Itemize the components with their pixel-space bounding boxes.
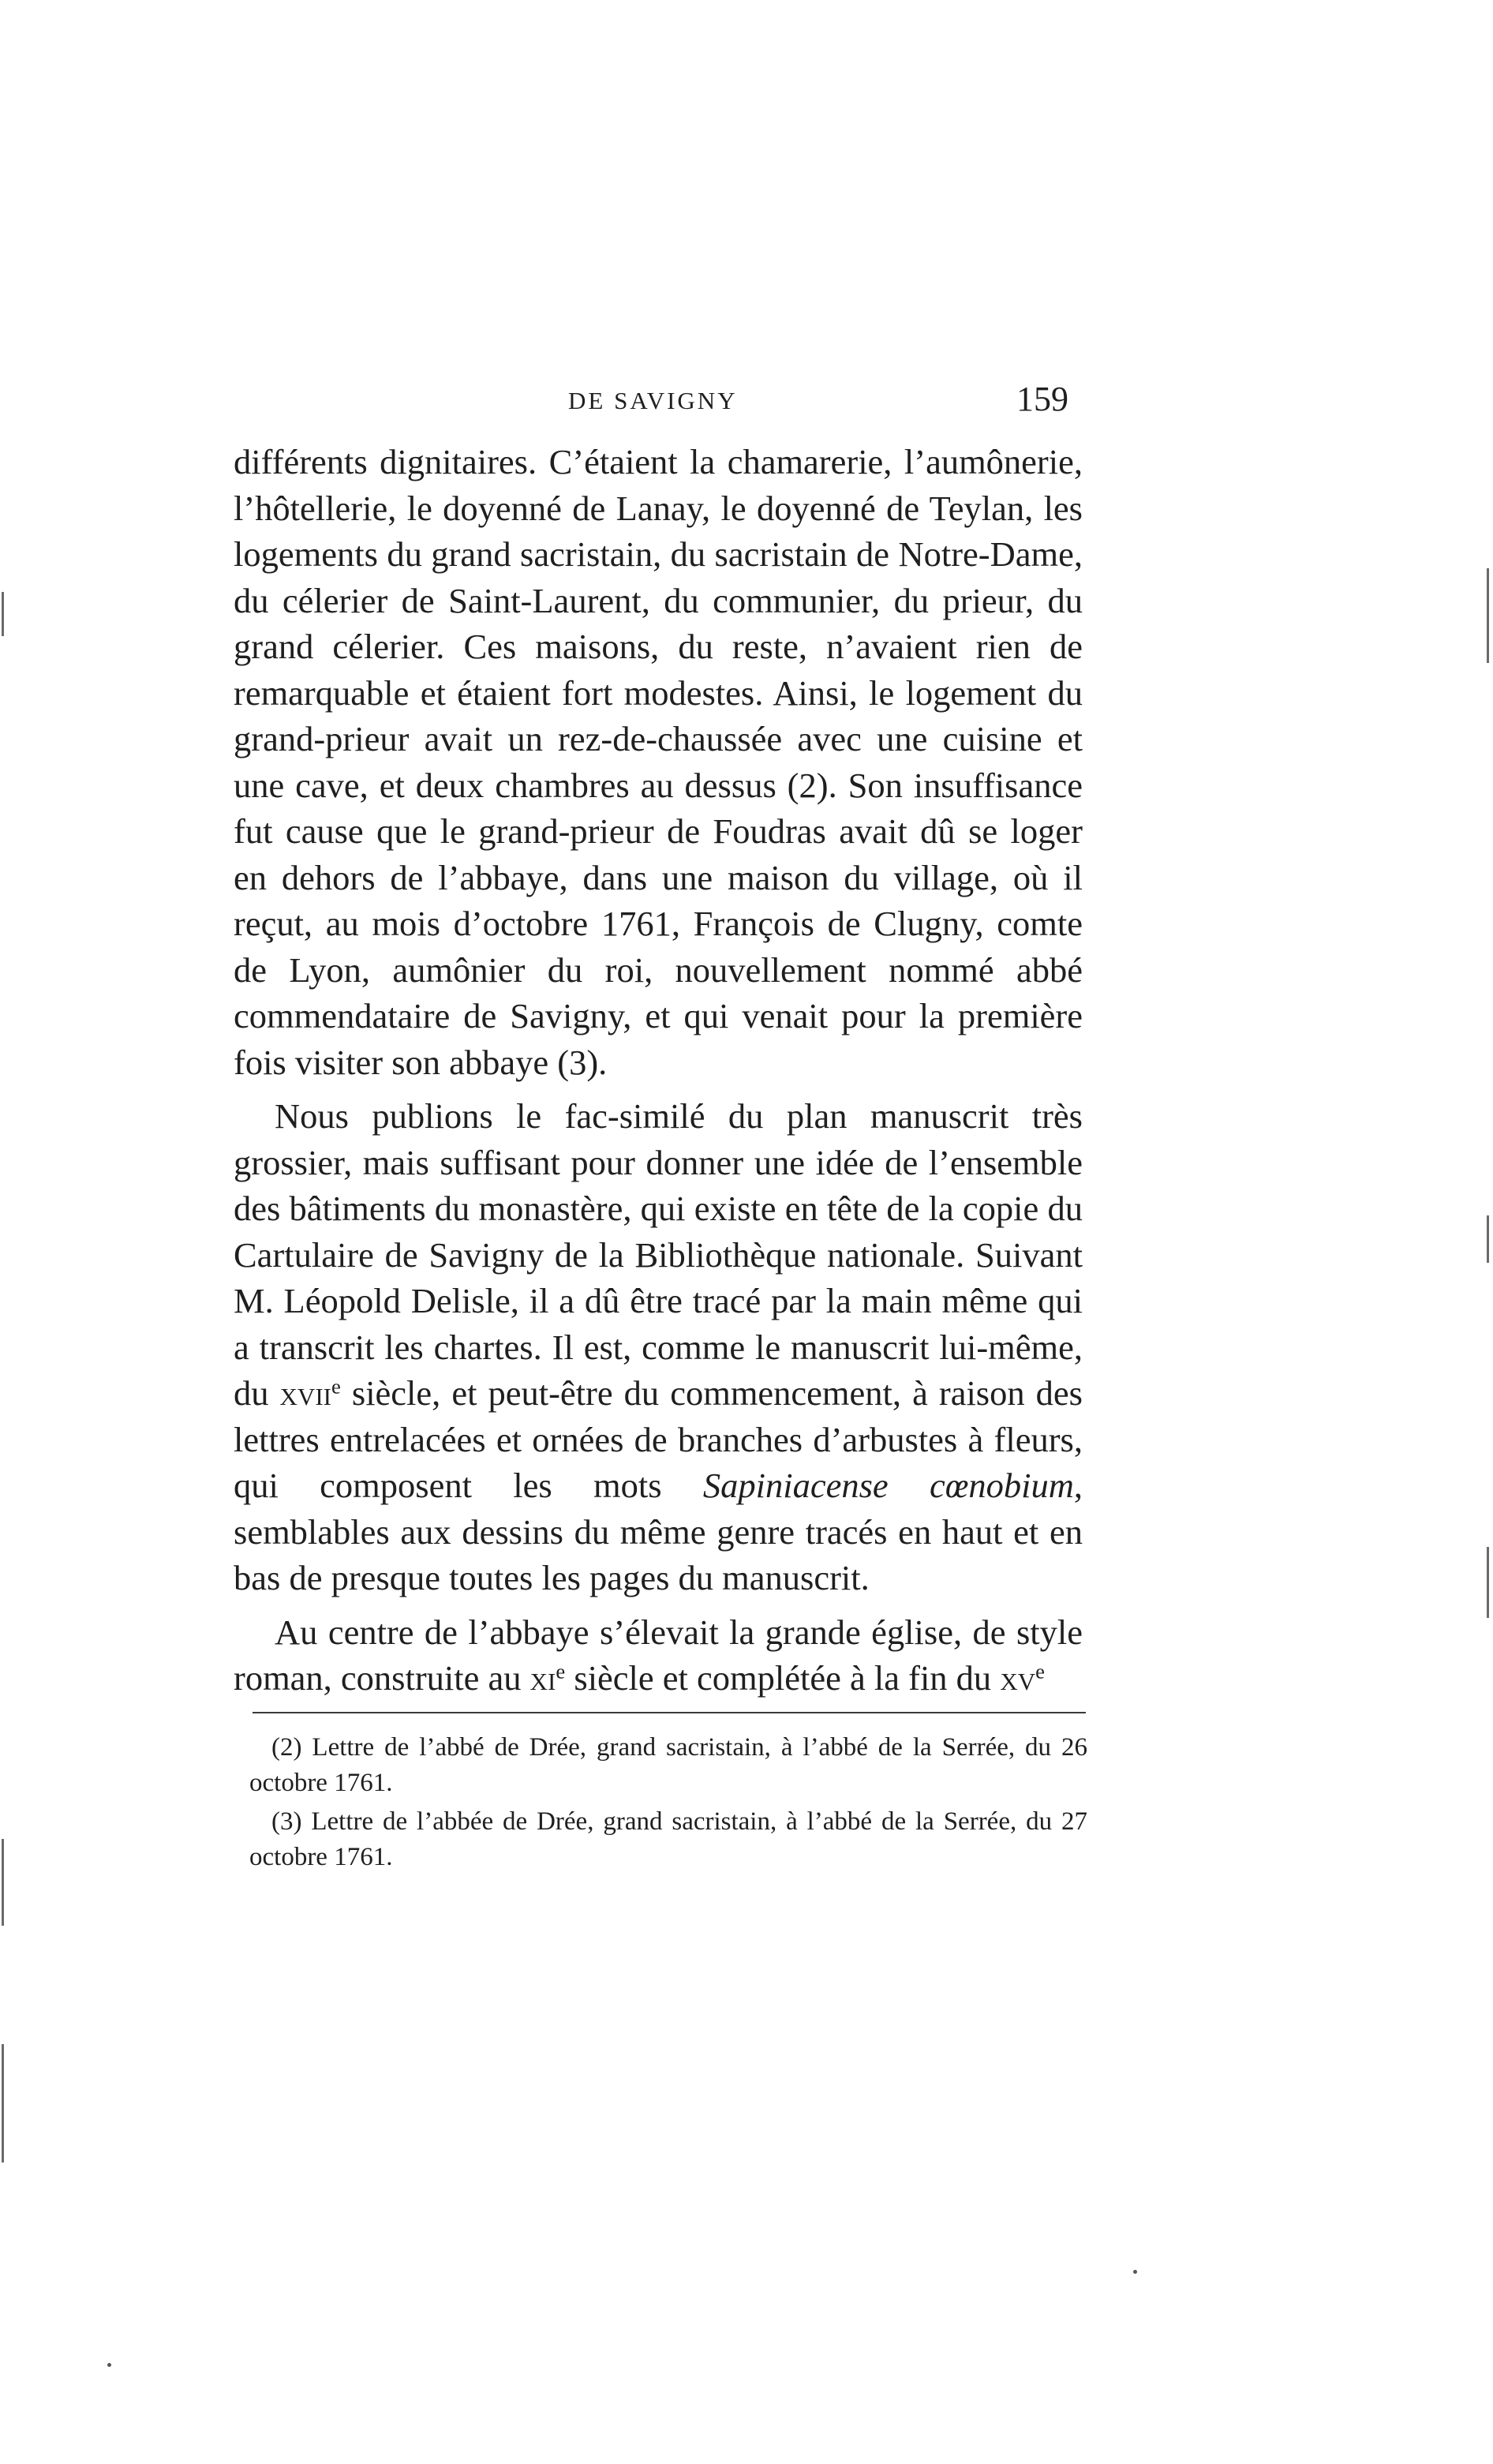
scan-speck — [1133, 2270, 1137, 2274]
running-title: DE SAVIGNY — [568, 387, 738, 414]
latin-phrase: Sapiniacense cœnobium — [702, 1466, 1074, 1505]
scan-speck — [107, 2363, 111, 2367]
paragraph-3-part-b: siècle et complétée à la fin du — [574, 1658, 992, 1698]
footnotes — [249, 1730, 1087, 1875]
running-header — [237, 382, 1080, 429]
superscript: e — [331, 1374, 341, 1399]
century-numeral: xv — [1000, 1658, 1036, 1698]
paragraph-1: différents dignitaires. C’étaient la chamarerie, l’aumônerie, l’hôtellerie, le doyenné de Lanay, le doyenné de Teylan, les logements du grand sacristain, du sacristain de Notre-Dame, du célerier de Saint-Laurent, du communier, du prieur, du grand célerier. Ces maisons, du reste, n’avaient rien de remarquable et étaient fort modestes. Ainsi, le logement du grand-prieur avait un rez-de-chaussée avec une cuisine et une cave, et deux chambres au dessus (2). Son insuffisance fut cause que le grand-prieur de Foudras avait dû se loger en dehors de l’abbaye, dans une maison du village, où il reçut, au mois d’octobre 1761, François de Clugny, comte de Lyon, aumônier du roi, nouvellement nommé abbé commendataire de Savigny, et qui venait pour la première fois visiter son abbaye (3). — [234, 442, 1083, 1082]
century-numeral: xvii — [279, 1373, 331, 1413]
superscript: e — [556, 1659, 566, 1683]
paragraph-3-part-a: Au centre de l’abbaye s’élevait la grande église, de style roman, construite au — [234, 1612, 1083, 1698]
scan-edge-mark — [1487, 568, 1489, 663]
paragraph-2 — [234, 1093, 1083, 1601]
superscript: e — [1035, 1659, 1045, 1683]
paragraph-2-part-a: Nous publions le fac-similé du plan manuscrit très grossier, mais suffisant pour donner une idée de l’ensemble des bâtiments du monastère, qui existe en tête de la copie du Cartulaire de Savigny de la Bibliothèque nationale. Suivant M. Léopold Delisle, il a dû être tracé par la main même qui a transcrit les chartes. Il est, comme le manuscrit lui-même, du — [234, 1096, 1083, 1413]
paragraph-2-part-b: siècle, et peut-être du commencement, à raison des lettres entrelacées et ornées de branches d’arbustes à fleurs, qui composent les mots — [234, 1373, 1083, 1505]
scan-edge-mark — [2, 2044, 4, 2163]
scan-edge-mark — [2, 1839, 4, 1926]
footnote-2: (2) Lettre de l’abbé de Drée, grand sacristain, à l’abbé de la Serrée, du 26 octobre 1761. — [249, 1733, 1087, 1797]
paragraph-3 — [234, 1609, 1083, 1702]
scan-edge-mark — [1487, 1215, 1489, 1263]
page-number: 159 — [1016, 380, 1068, 418]
body-text — [234, 439, 1083, 1702]
century-numeral: xi — [529, 1658, 556, 1698]
paragraph-2-part-c: , semblables aux dessins du même genre tracés en haut et en bas de presque toutes les pages du manuscrit. — [234, 1466, 1083, 1597]
scan-edge-mark — [2, 592, 4, 636]
scan-edge-mark — [1487, 1547, 1489, 1618]
footnote-rule — [253, 1712, 1086, 1713]
footnote-3: (3) Lettre de l’abbée de Drée, grand sacristain, à l’abbé de la Serrée, du 27 octobre 1761. — [249, 1807, 1087, 1871]
